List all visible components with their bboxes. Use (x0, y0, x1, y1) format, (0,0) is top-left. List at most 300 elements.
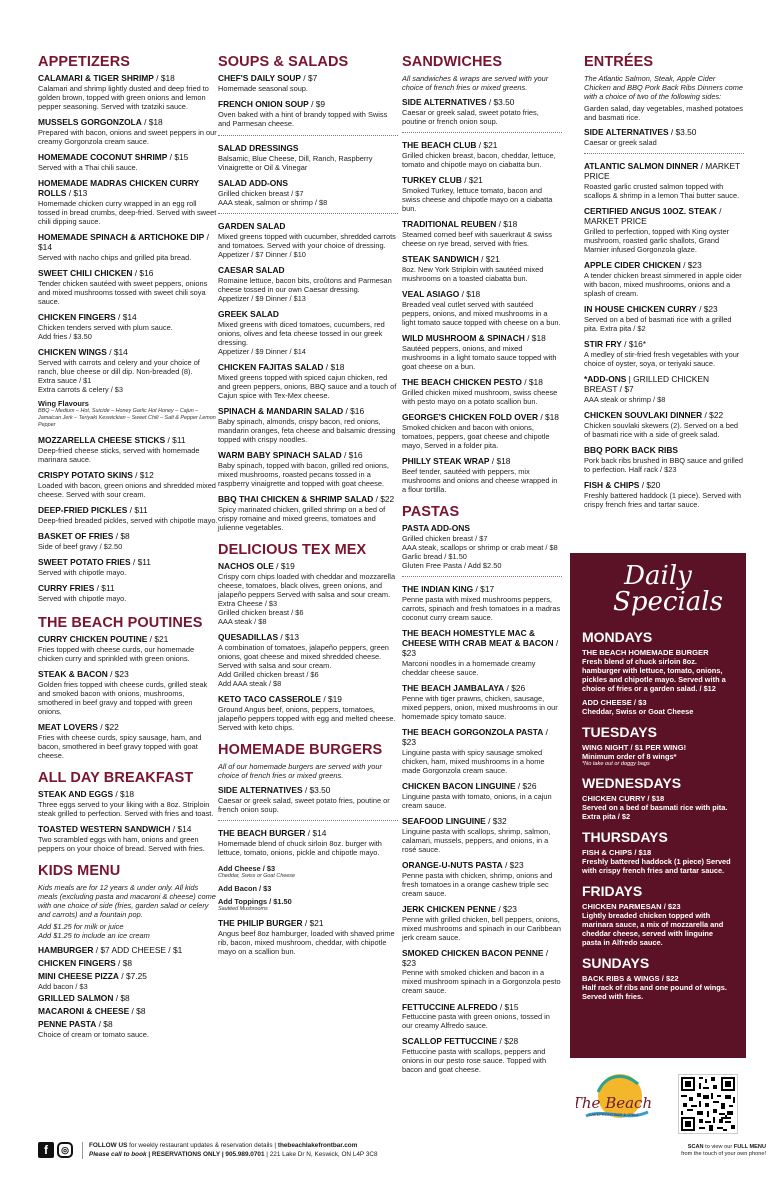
item-name (218, 495, 398, 505)
wing-flavours: BBQ – Medium – Hot, Suicide – Honey Garlic Hot Honey – Cajun – Jamaican Jerk – Teriyaki Keswickian – Sweet Chili – Salt & Pepper Lemon Pepper (38, 408, 216, 429)
item-price: / $15 (167, 151, 189, 162)
item-price: / $18 (141, 117, 163, 127)
item-name (38, 506, 218, 516)
item-description: Penne pasta with chicken, shrimp, onions and fresh tomatoes in a orange cashew triple sec cream sauce. (402, 870, 553, 898)
salad-addons-title: SALAD ADD-ONS (218, 177, 288, 188)
menu-item (584, 305, 744, 333)
item-description: Served with nacho chips and grilled pita bread. (38, 252, 192, 262)
item-description: Baby spinach, topped with bacon, grilled red onions, mixed mushrooms, roasted pecans tossed in a raspberry vinaigrette and topped with goat cheese. (218, 460, 389, 488)
item-title: *ADD-ONS (584, 373, 627, 384)
appetizers-list (38, 74, 218, 394)
item-price: / $18 (524, 332, 546, 343)
item-title: CHICKEN FAJITAS SALAD (218, 361, 324, 372)
item-name (38, 670, 218, 680)
item-name (402, 684, 562, 694)
special-day-title: FRIDAYS (582, 883, 643, 900)
item-description: Mixed greens with diced tomatoes, cucumbers, red onions, olives and feta cheese tossed in our greek dressing. (218, 319, 385, 347)
item-price: / $23 (402, 726, 548, 747)
item-description: Homemade chicken curry wrapped in an egg roll tossed in bread crumbs, deep-fried. Served with sweet chili dipping sauce. (38, 198, 217, 226)
item-description: Fries with cheese curds, spicy sausage, ham, and bacon, smothered in beef gravy topped with goat cheese. (38, 732, 202, 760)
item-name (402, 457, 562, 467)
texmex-list (218, 562, 398, 732)
item-description: Homemade blend of chuck sirloin 8oz. burger with lettuce, tomato, onions, pickle and chipotle mayo. (218, 838, 382, 857)
item-title: BBQ PORK BACK RIBS (584, 444, 678, 455)
item-description: Crispy corn chips loaded with cheddar and mozzarella cheese, tomatoes, black olives, green onions, and jalapeño peppers Served with salsa and sour cream. (218, 571, 396, 599)
item-name (218, 266, 398, 276)
menu-item (38, 790, 218, 818)
divider (218, 135, 398, 136)
item-description: Mixed greens topped with cucumber, shredded carrots and tomatoes. Served with your choice of dressing. (218, 231, 396, 250)
special-note: *No take out or doggy bags (582, 761, 650, 768)
item-extra: Appetizer / $9 Dinner / $13 (218, 293, 306, 303)
item-name (38, 790, 218, 800)
item-description: Grilled chicken mixed mushroom, swiss cheese with pesto mayo on a potato scallion bun. (402, 387, 558, 406)
item-price: / $23 (696, 303, 718, 314)
item-price: / $22 (97, 722, 119, 733)
item-price: / $22 (373, 493, 395, 504)
beach-logo (576, 1066, 656, 1136)
item-description: Oven baked with a hint of brandy topped with Swiss and Parmesan cheese. (218, 109, 388, 128)
special-day-title: WEDNESDAYS (582, 775, 682, 792)
menu-item (38, 153, 218, 172)
item-extra: Add Grilled chicken breast / $6 (218, 669, 319, 679)
special-day (582, 775, 734, 821)
item-name (584, 446, 744, 456)
menu-item (38, 635, 218, 663)
item-name (38, 1007, 218, 1017)
item-price: / $28 (497, 1036, 519, 1047)
item-name (38, 532, 218, 542)
item-name (38, 233, 218, 253)
item-description: Deep-fried cheese sticks, served with homemade marinara sauce. (38, 446, 200, 465)
special-name: BACK RIBS & WINGS / $22 (582, 974, 679, 984)
logo-text: The Beach (576, 1094, 653, 1112)
burgers-list-2 (218, 919, 398, 956)
item-price: / $15 (497, 1001, 519, 1012)
special-name: FISH & CHIPS / $18 (582, 848, 652, 858)
burgers-note: All of our homemade burgers are served with your choice of french fries or mixed greens. (218, 762, 382, 781)
menu-item (38, 723, 218, 760)
item-price: / $21 (147, 634, 169, 645)
entree-side-desc: Caesar or greek salad (584, 138, 657, 148)
menu-item (584, 207, 744, 254)
item-title: THE BEACH BURGER (218, 828, 306, 839)
menu-item (402, 220, 562, 248)
item-name (402, 334, 562, 344)
entrees-title: ENTRÉES (584, 54, 654, 70)
menu-item (38, 118, 218, 146)
special-name: THE BEACH HOMEMADE BURGER (582, 648, 709, 657)
special-addon: ADD CHEESE / $3 (582, 698, 647, 708)
item-description: Linguine pasta with spicy sausage smoked chicken, ham, mixed mushrooms in a home made Gorgonzola cream sauce. (402, 747, 545, 775)
item-title: STEAK SANDWICH (402, 253, 479, 264)
special-name: WING NIGHT / $1 PER WING! (582, 743, 687, 753)
special-name: CHICKEN PARMESAN / $23 (582, 902, 681, 912)
item-title: SCALLOP FETTUCCINE (402, 1036, 498, 1047)
menu-item (402, 905, 562, 942)
item-name (38, 946, 218, 956)
item-title: MOZZARELLA CHEESE STICKS (38, 435, 166, 446)
menu-item (38, 471, 218, 499)
item-price: / $18 (496, 219, 518, 229)
item-price: / $23 (496, 903, 517, 914)
item-name (402, 949, 562, 969)
item-price: | GRILLED CHICKEN BREAST / $7 (584, 373, 710, 394)
menu-item (402, 728, 562, 775)
special-description: Fresh blend of chuck sirloin 8oz. hamburger with lettuce, tomato, onions, pickles and chipotle mayo. Served with a choice of fries or a garden salad. / $12 (582, 657, 726, 694)
item-name (218, 633, 398, 643)
item-name (218, 222, 398, 232)
menu-item (218, 495, 398, 532)
item-name (402, 290, 562, 300)
item-description: Penne with smoked chicken and bacon in a mixed mushroom spinach in a Gorgonzola pesto cream sauce. (402, 968, 561, 996)
item-description: AAA steak or shrimp / $8 (584, 394, 666, 404)
menu-item (218, 829, 398, 857)
pastas-title: PASTAS (402, 503, 460, 520)
item-price: / $13 (66, 187, 88, 198)
menu-item (584, 375, 744, 404)
item-name (402, 141, 562, 151)
menu-item (584, 261, 744, 298)
item-extra: Grilled chicken breast / $6 (218, 607, 304, 617)
kids-list (38, 946, 218, 1039)
logo-subtext: LAKEFRONT BAR & GRILL (589, 1112, 639, 1117)
column-soups (218, 50, 398, 963)
menu-item (584, 481, 744, 509)
appetizers-list-2 (38, 436, 218, 603)
menu-item (38, 994, 218, 1004)
menu-item (402, 949, 562, 996)
daily-specials-panel (570, 553, 746, 1058)
item-title: DEEP-FRIED PICKLES (38, 505, 128, 516)
item-description: A tender chicken breast simmered in apple cider with bacon, mixed mushrooms, onions and a splash of cream. (584, 270, 742, 298)
item-title: VEAL ASIAGO (402, 288, 460, 299)
special-day-title: TUESDAYS (582, 724, 657, 741)
website-link[interactable]: thebeachlakefrontbar.com (277, 1142, 358, 1149)
item-title: KETO TACO CASSEROLE (218, 694, 321, 705)
dressings-title: SALAD DRESSINGS (218, 142, 299, 153)
item-title: CHICKEN FINGERS (38, 958, 116, 969)
item-description: Homemade seasonal soup. (218, 83, 308, 93)
item-title: MINI CHEESE PIZZA (38, 970, 119, 981)
item-price: / $22 (702, 409, 724, 420)
dressings-list: Balsamic, Blue Cheese, Dill, Ranch, Raspberry Vinaigrette or Oil & Vinegar (218, 153, 373, 172)
item-name (402, 585, 562, 595)
item-price: / $21 (461, 175, 483, 185)
item-title: GEORGE'S CHICKEN FOLD OVER (402, 411, 539, 422)
item-title: CAESAR SALAD (218, 264, 285, 275)
item-price: / $8 (129, 1005, 146, 1016)
item-name (38, 471, 218, 481)
item-description: Grilled chicken breast, bacon, cheddar, lettuce, tomato and chipotle mayo on ciabatta bun. (402, 150, 556, 169)
item-description: Baby spinach, almonds, crispy bacon, red onions, mandarin oranges, feta cheese and balsamic dressing topped with crispy noodles. (218, 416, 396, 444)
item-title: CHICKEN WINGS (38, 346, 107, 357)
item-description: Fettuccine pasta with green onions, tossed in our creamy Alfredo sauce. (402, 1012, 550, 1031)
menu-item (38, 269, 218, 306)
menu-item (218, 633, 398, 688)
item-title: PHILLY STEAK WRAP (402, 455, 490, 466)
sandwiches-list (402, 141, 562, 494)
item-title: SMOKED CHICKEN BACON PENNE (402, 947, 544, 958)
entrees-note: The Atlantic Salmon, Steak, Apple Cider Chicken and BBQ Pork Back Ribs Dinners come with a choice of two of the following sides: (584, 74, 743, 102)
special-name: CHICKEN CURRY / $18 (582, 794, 665, 804)
item-price: / $26 (504, 682, 526, 693)
item-price: / $16* (621, 338, 647, 349)
item-price: / $11 (130, 557, 151, 568)
special-addon-desc: Cheddar, Swiss or Goat Cheese (582, 707, 694, 717)
salad-addon-chicken: Grilled chicken breast / $7 (218, 188, 304, 198)
kids-note-icecream: Add $1.25 to include an ice cream (38, 931, 150, 941)
item-title: SEAFOOD LINGUINE (402, 815, 486, 826)
menu-item (584, 340, 744, 368)
item-price: / $14 (115, 311, 137, 322)
item-title: CHICKEN SOUVLAKI DINNER (584, 409, 703, 420)
special-description: Freshly battered haddock (1 piece) Served with crispy french fries and tartar sauce. (582, 857, 731, 876)
special-day-title: SUNDAYS (582, 955, 650, 972)
item-title: SPINACH & MANDARIN SALAD (218, 405, 344, 416)
burgers-side-desc: Caesar or greek salad, sweet potato fries, poutine or french onion soup. (218, 796, 390, 815)
item-name (402, 1003, 562, 1013)
menu-item (402, 817, 562, 854)
item-extra: Appetizer / $7 Dinner / $10 (218, 249, 306, 259)
item-title: CRISPY POTATO SKINS (38, 470, 133, 481)
item-price: / $16 (132, 267, 154, 278)
menu-item (584, 446, 744, 474)
item-price: / $23 (107, 668, 129, 679)
item-description: Three eggs served to your liking with a 8oz. Striploin steak grilled to perfection. Served with fries and toast. (38, 799, 214, 818)
item-price: / $21 (476, 140, 498, 151)
menu-item (402, 290, 562, 327)
item-name (38, 269, 218, 279)
item-price: / $18 (521, 376, 543, 387)
menu-item (402, 457, 562, 494)
item-title: THE BEACH CHICKEN PESTO (402, 376, 522, 387)
menu-item (402, 413, 562, 450)
menu-item (402, 1003, 562, 1031)
qr-code[interactable] (678, 1074, 738, 1134)
item-name (402, 378, 562, 388)
item-price: / $18 (489, 455, 511, 466)
scan-instructions: SCAN to view our FULL MENU from the touch of your own phone! (681, 1144, 766, 1158)
item-title: CHICKEN FINGERS (38, 311, 116, 322)
item-name (402, 220, 562, 230)
item-price: / $16 (341, 449, 363, 460)
item-description: Penne with grilled chicken, bell peppers, onions, mixed mushrooms and spinach in our Caribbean jerk cream sauce. (402, 914, 561, 942)
item-name (402, 782, 562, 792)
item-price: / $20 (639, 479, 661, 490)
item-price: / $8 (96, 1018, 113, 1029)
item-description: Chicken tenders served with plum sauce. (38, 322, 173, 332)
menu-item (38, 1007, 218, 1017)
menu-item (38, 532, 218, 551)
item-name (38, 635, 218, 645)
item-name (402, 629, 562, 659)
special-day (582, 829, 734, 875)
item-title: HOMEMADE SPINACH & ARTICHOKE DIP (38, 231, 205, 242)
menu-item (402, 334, 562, 371)
pasta-addons-list (402, 534, 562, 570)
item-name (218, 562, 398, 572)
item-name (38, 825, 218, 835)
item-price: / $23 (680, 259, 702, 270)
item-name (218, 407, 398, 417)
item-description: Penne with tiger prawns, chicken, sausage, mixed peppers, onion, mixed mushrooms in our homemade spicy tomato sauce. (402, 693, 558, 721)
item-description: Served with chipotle mayo. (38, 568, 127, 578)
item-title: THE INDIAN KING (402, 583, 474, 594)
item-name (218, 451, 398, 461)
menu-item (584, 162, 744, 200)
item-price: / $17 (473, 583, 495, 594)
item-extra: Extra sauce / $1 (38, 375, 92, 385)
menu-item (402, 684, 562, 721)
item-description: Served with chipotle mayo. (38, 593, 127, 603)
item-price: / $12 (132, 470, 154, 481)
item-description: Served with carrots and celery and your choice of ranch, blue cheese or dill dip. Non-breaded (8). (38, 357, 200, 376)
pasta-addon: AAA steak, scallops or shrimp or crab meat / $8 (402, 542, 558, 552)
item-title: SWEET CHILI CHICKEN (38, 267, 133, 278)
menu-item (218, 562, 398, 626)
menu-item (402, 141, 562, 169)
add-toppings: Add Toppings / $1.50 (218, 897, 292, 907)
item-description: Linguine pasta with scallops, shrimp, salmon, calamari, mussels, peppers, and onions, in a rosé sauce. (402, 826, 551, 854)
item-description: Calamari and shrimp lightly dusted and deep fried to golden brown, topped with green onions and lemon pepper seasoning. Served with tzatziki sauce. (38, 83, 209, 111)
item-name (218, 100, 398, 110)
item-description: Smoked Turkey, lettuce tomato, bacon and swiss cheese and chipotle mayo on a ciabatta bun. (402, 185, 553, 213)
item-title: CHEF'S DAILY SOUP (218, 73, 301, 83)
item-name (584, 207, 744, 227)
item-name (218, 74, 398, 84)
special-description: Minimum order of 8 wings* (582, 752, 677, 762)
item-price: / $13 (278, 631, 299, 642)
menu-item (402, 378, 562, 406)
breakfast-list (38, 790, 218, 853)
sandwiches-note: All sandwiches & wraps are served with your choice of french fries or mixed greens. (402, 74, 549, 93)
item-price: / $18 (113, 789, 135, 800)
special-day (582, 955, 734, 1001)
item-title: GREEK SALAD (218, 308, 279, 319)
item-description: Spicy marinated chicken, grilled shrimp on a bed of crispy romaine and mixed greens, tomatoes and julienne vegetables. (218, 504, 386, 532)
item-title: ATLANTIC SALMON DINNER (584, 161, 699, 172)
menu-item (38, 670, 218, 716)
pasta-addon: Grilled chicken breast / $7 (402, 533, 488, 543)
item-title: NACHOS OLE (218, 560, 274, 571)
menu-item (38, 506, 218, 525)
item-title: WILD MUSHROOM & SPINACH (402, 332, 525, 343)
item-name (38, 74, 218, 84)
item-price: / $14 (170, 823, 192, 834)
item-title: STIR FRY (584, 338, 622, 349)
item-title: FISH & CHIPS (584, 479, 640, 490)
menu-item (38, 946, 218, 956)
item-price: / MARKET PRICE (584, 205, 722, 226)
menu-item (402, 629, 562, 677)
item-extra: Extra carrots & celery / $3 (38, 384, 124, 394)
item-name (584, 305, 744, 315)
item-description: 8oz. New York Striploin with sautéed mixed mushrooms on a toasted ciabatta bun. (402, 264, 544, 283)
item-price: / $23 (402, 637, 559, 658)
item-title: WARM BABY SPINACH SALAD (218, 449, 342, 460)
specials-list (582, 629, 734, 1002)
item-price: / $9 (308, 98, 326, 109)
menu-item (38, 179, 218, 226)
menu-item (402, 1037, 562, 1074)
sandwiches-title: SANDWICHES (402, 54, 503, 70)
menu-item (38, 558, 218, 577)
item-extra: AAA steak / $8 (218, 616, 267, 626)
item-description: Deep-fried breaded pickles, served with chipotle mayo. (38, 516, 218, 526)
item-title: TOASTED WESTERN SANDWICH (38, 823, 171, 834)
item-title: MACARONI & CHEESE (38, 1005, 130, 1016)
item-extra: Appetizer / $9 Dinner / $14 (218, 346, 306, 356)
item-title: THE BEACH JAMBALAYA (402, 682, 505, 693)
item-description: Roasted garlic crusted salmon topped with scallops & shrimp in a lemon Thai butter sauce. (584, 181, 740, 200)
burgers-list (218, 829, 398, 857)
texmex-title: DELICIOUS TEX MEX (218, 541, 367, 558)
item-price: / $32 (485, 815, 507, 826)
menu-item (218, 222, 398, 259)
item-price: / $18 (538, 411, 559, 422)
item-title: GARDEN SALAD (218, 220, 286, 231)
instagram-icon[interactable]: ◎ (57, 1142, 73, 1158)
soups-title: SOUPS & SALADS (218, 54, 349, 70)
item-description: Two scrambled eggs with ham, onions and green peppers on your choice of bread. Served with fries. (38, 834, 205, 853)
item-title: TURKEY CLUB (402, 175, 462, 185)
item-description: Ground Angus beef, onions, peppers, tomatoes, jalapeño peppers topped with egg and melted cheese. Served with keto chips. (218, 704, 396, 732)
item-description: Chicken souvlaki skewers (2). Served on a bed of basmati rice with a side of greek salad. (584, 420, 739, 439)
special-description: Lightly breaded chicken topped with marinara sauce, a mix of mozzarella and cheddar cheese, served with linguine pasta in Alfredo sauce. (582, 911, 724, 948)
divider (402, 576, 562, 577)
menu-item (38, 1020, 218, 1039)
special-description: Half rack of ribs and one pound of wings. Served with fries. (582, 983, 727, 1002)
facebook-icon[interactable]: f (38, 1142, 54, 1158)
pasta-addon: Gluten Free Pasta / Add $2.50 (402, 560, 502, 570)
item-title: APPLE CIDER CHICKEN (584, 259, 681, 270)
item-description: Served with a Thai chili sauce. (38, 162, 138, 172)
item-name (38, 994, 218, 1004)
item-name (402, 861, 562, 871)
item-description: Fries topped with cheese curds, our homemade chicken curry and sprinkled with green onions. (38, 644, 195, 663)
menu-item (218, 919, 398, 956)
special-day (582, 629, 734, 716)
item-name (218, 695, 398, 705)
reservations-phone[interactable]: | RESERVATIONS ONLY | 905.989.0701 (146, 1150, 265, 1158)
menu-item (38, 584, 218, 603)
item-name (218, 829, 398, 839)
menu-item (218, 407, 398, 444)
item-description: Beef tender, sautéed with peppers, mix mushrooms and onions and cheese wrapped in a flour tortilla. (402, 466, 558, 494)
item-price: / $14 (38, 231, 209, 252)
menu-item (38, 436, 218, 464)
add-cheese-note: Cheddar, Swiss or Goat Cheese (218, 873, 296, 880)
item-title: TRADITIONAL REUBEN (402, 219, 497, 229)
item-description: Sautéed peppers, onions, and mixed mushrooms in a light tomato sauce topped with goat cheese on a bun. (402, 343, 557, 371)
item-name (584, 162, 744, 182)
menu-item (38, 959, 218, 969)
special-day-title: THURSDAYS (582, 829, 668, 846)
item-title: FETTUCCINE ALFREDO (402, 1001, 498, 1012)
menu-item (584, 411, 744, 439)
item-price: / $14 (106, 346, 128, 357)
poutines-title: THE BEACH POUTINES (38, 615, 203, 632)
item-title: THE BEACH CLUB (402, 140, 477, 151)
divider (402, 132, 562, 133)
menu-item (38, 313, 218, 341)
entrees-sides: Garden salad, day vegetables, mashed potatoes and basmati rice. (584, 104, 744, 123)
item-price: / $8 (113, 992, 130, 1003)
menu-item (402, 176, 562, 213)
menu-item (218, 363, 398, 400)
divider (218, 820, 398, 821)
